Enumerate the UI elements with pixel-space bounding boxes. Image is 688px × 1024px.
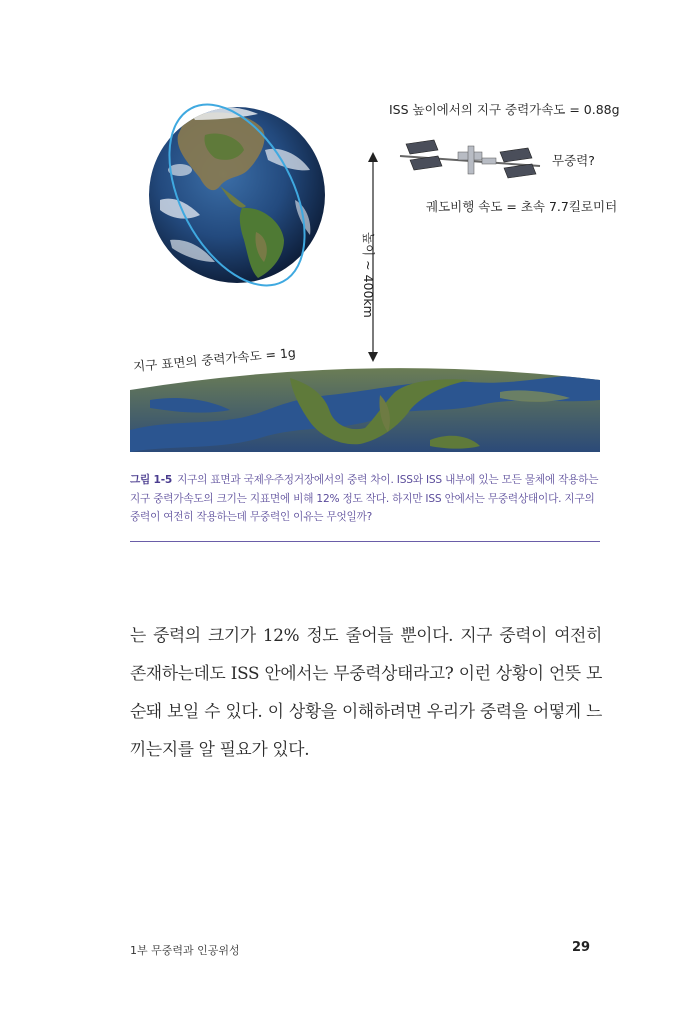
figure-1-5 (0, 0, 688, 460)
surface-gravity-label: 지구 표면의 중력가속도 = 1g (132, 344, 297, 375)
figure-illustration (0, 0, 688, 460)
page-number: 29 (572, 940, 591, 955)
iss-gravity-label: ISS 높이에서의 지구 중력가속도 = 0.88g (389, 102, 620, 117)
iss-station-icon (400, 140, 540, 178)
caption-lead: 그림 1-5 (130, 474, 173, 486)
earth-surface (130, 368, 600, 452)
caption-divider (130, 541, 600, 542)
orbital-speed-label: 궤도비행 속도 = 초속 7.7킬로미터 (426, 199, 618, 214)
caption-text: 지구의 표면과 국제우주정거장에서의 중력 차이. ISS와 ISS 내부에 있는 모든 물체에 작용하는 지구 중력가속도의 크기는 지표면에 비해 12% 정도 작다. 하지만 ISS 안에서는 무중력상태이다. 지구의 중력이 여전히 작용하는데 무중력인 이유는 무엇일까? (130, 474, 599, 523)
body-paragraph: 는 중력의 크기가 12% 정도 줄어들 뿐이다. 지구 중력이 여전히 존재하는데도 ISS 안에서는 무중력상태라고? 이런 상황이 언뜻 모순돼 보일 수 있다. 이 상황을 이해하려면 우리가 중력을 어떻게 느끼는지를 알 필요가 있다. (130, 625, 602, 759)
height-label: 높이 ~ 400km (361, 232, 376, 318)
figure-caption (130, 471, 600, 527)
weightless-question-label: 무중력? (552, 153, 595, 168)
running-footer-section: 1부 무중력과 인공위성 (130, 944, 240, 957)
earth-globe (142, 82, 333, 308)
